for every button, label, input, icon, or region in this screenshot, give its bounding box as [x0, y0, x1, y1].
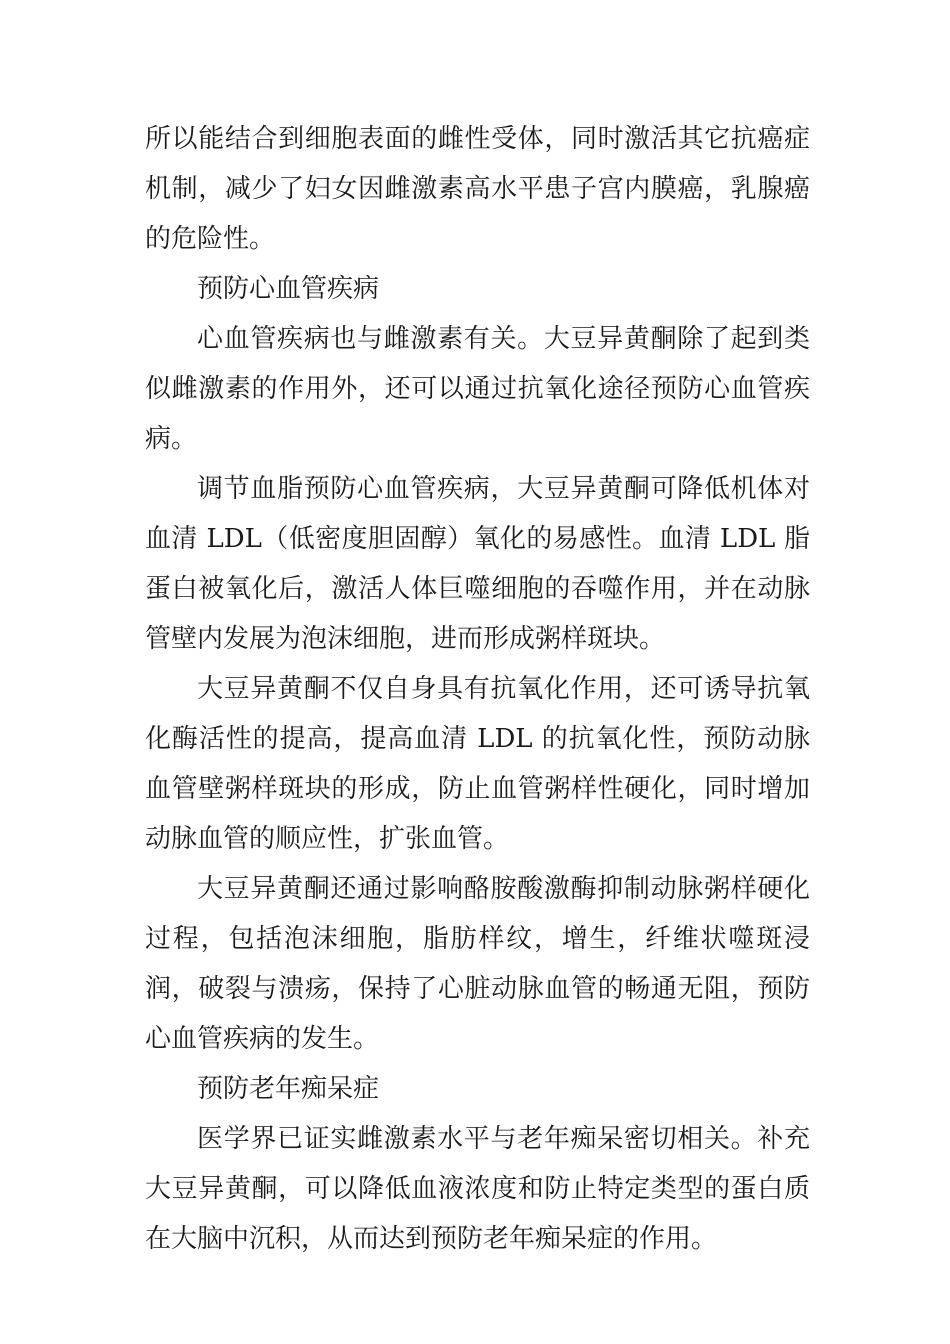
paragraph-continuation: 所以能结合到细胞表面的雌性受体，同时激活其它抗癌症机制，减少了妇女因雌激素高水平患子宫内膜癌，乳腺癌的危险性。: [145, 124, 810, 254]
paragraph-cardiovascular-intro: 心血管疾病也与雌激素有关。大豆异黄酮除了起到类似雌激素的作用外，还可以通过抗氧化途径预防心血管疾病。: [145, 324, 810, 454]
paragraph-tyrosine-kinase: 大豆异黄酮还通过影响酪胺酸激酶抑制动脉粥样硬化过程，包括泡沫细胞，脂肪样纹，增生，纤维状噬斑浸润，破裂与溃疡，保持了心脏动脉血管的畅通无阻，预防心血管疾病的发生。: [145, 874, 810, 1054]
section-heading-cardiovascular: 预防心血管疾病: [197, 274, 380, 304]
paragraph-blood-lipid: 调节血脂预防心血管疾病，大豆异黄酮可降低机体对血清 LDL（低密度胆固醇）氧化的易感性。血清 LDL 脂蛋白被氧化后，激活人体巨噬细胞的吞噬作用，并在动脉管壁内发展为泡沫细胞，进而形成粥样斑块。: [145, 474, 810, 654]
document-body: [145, 114, 810, 1264]
paragraph-dementia: 医学界已证实雌激素水平与老年痴呆密切相关。补充大豆异黄酮，可以降低血液浓度和防止特定类型的蛋白质在大脑中沉积，从而达到预防老年痴呆症的作用。: [145, 1124, 810, 1254]
section-heading-dementia: 预防老年痴呆症: [197, 1074, 380, 1104]
paragraph-antioxidant: 大豆异黄酮不仅自身具有抗氧化作用，还可诱导抗氧化酶活性的提高，提高血清 LDL 的抗氧化性，预防动脉血管壁粥样斑块的形成，防止血管粥样性硬化，同时增加动脉血管的顺应性，扩张血管。: [145, 674, 810, 854]
